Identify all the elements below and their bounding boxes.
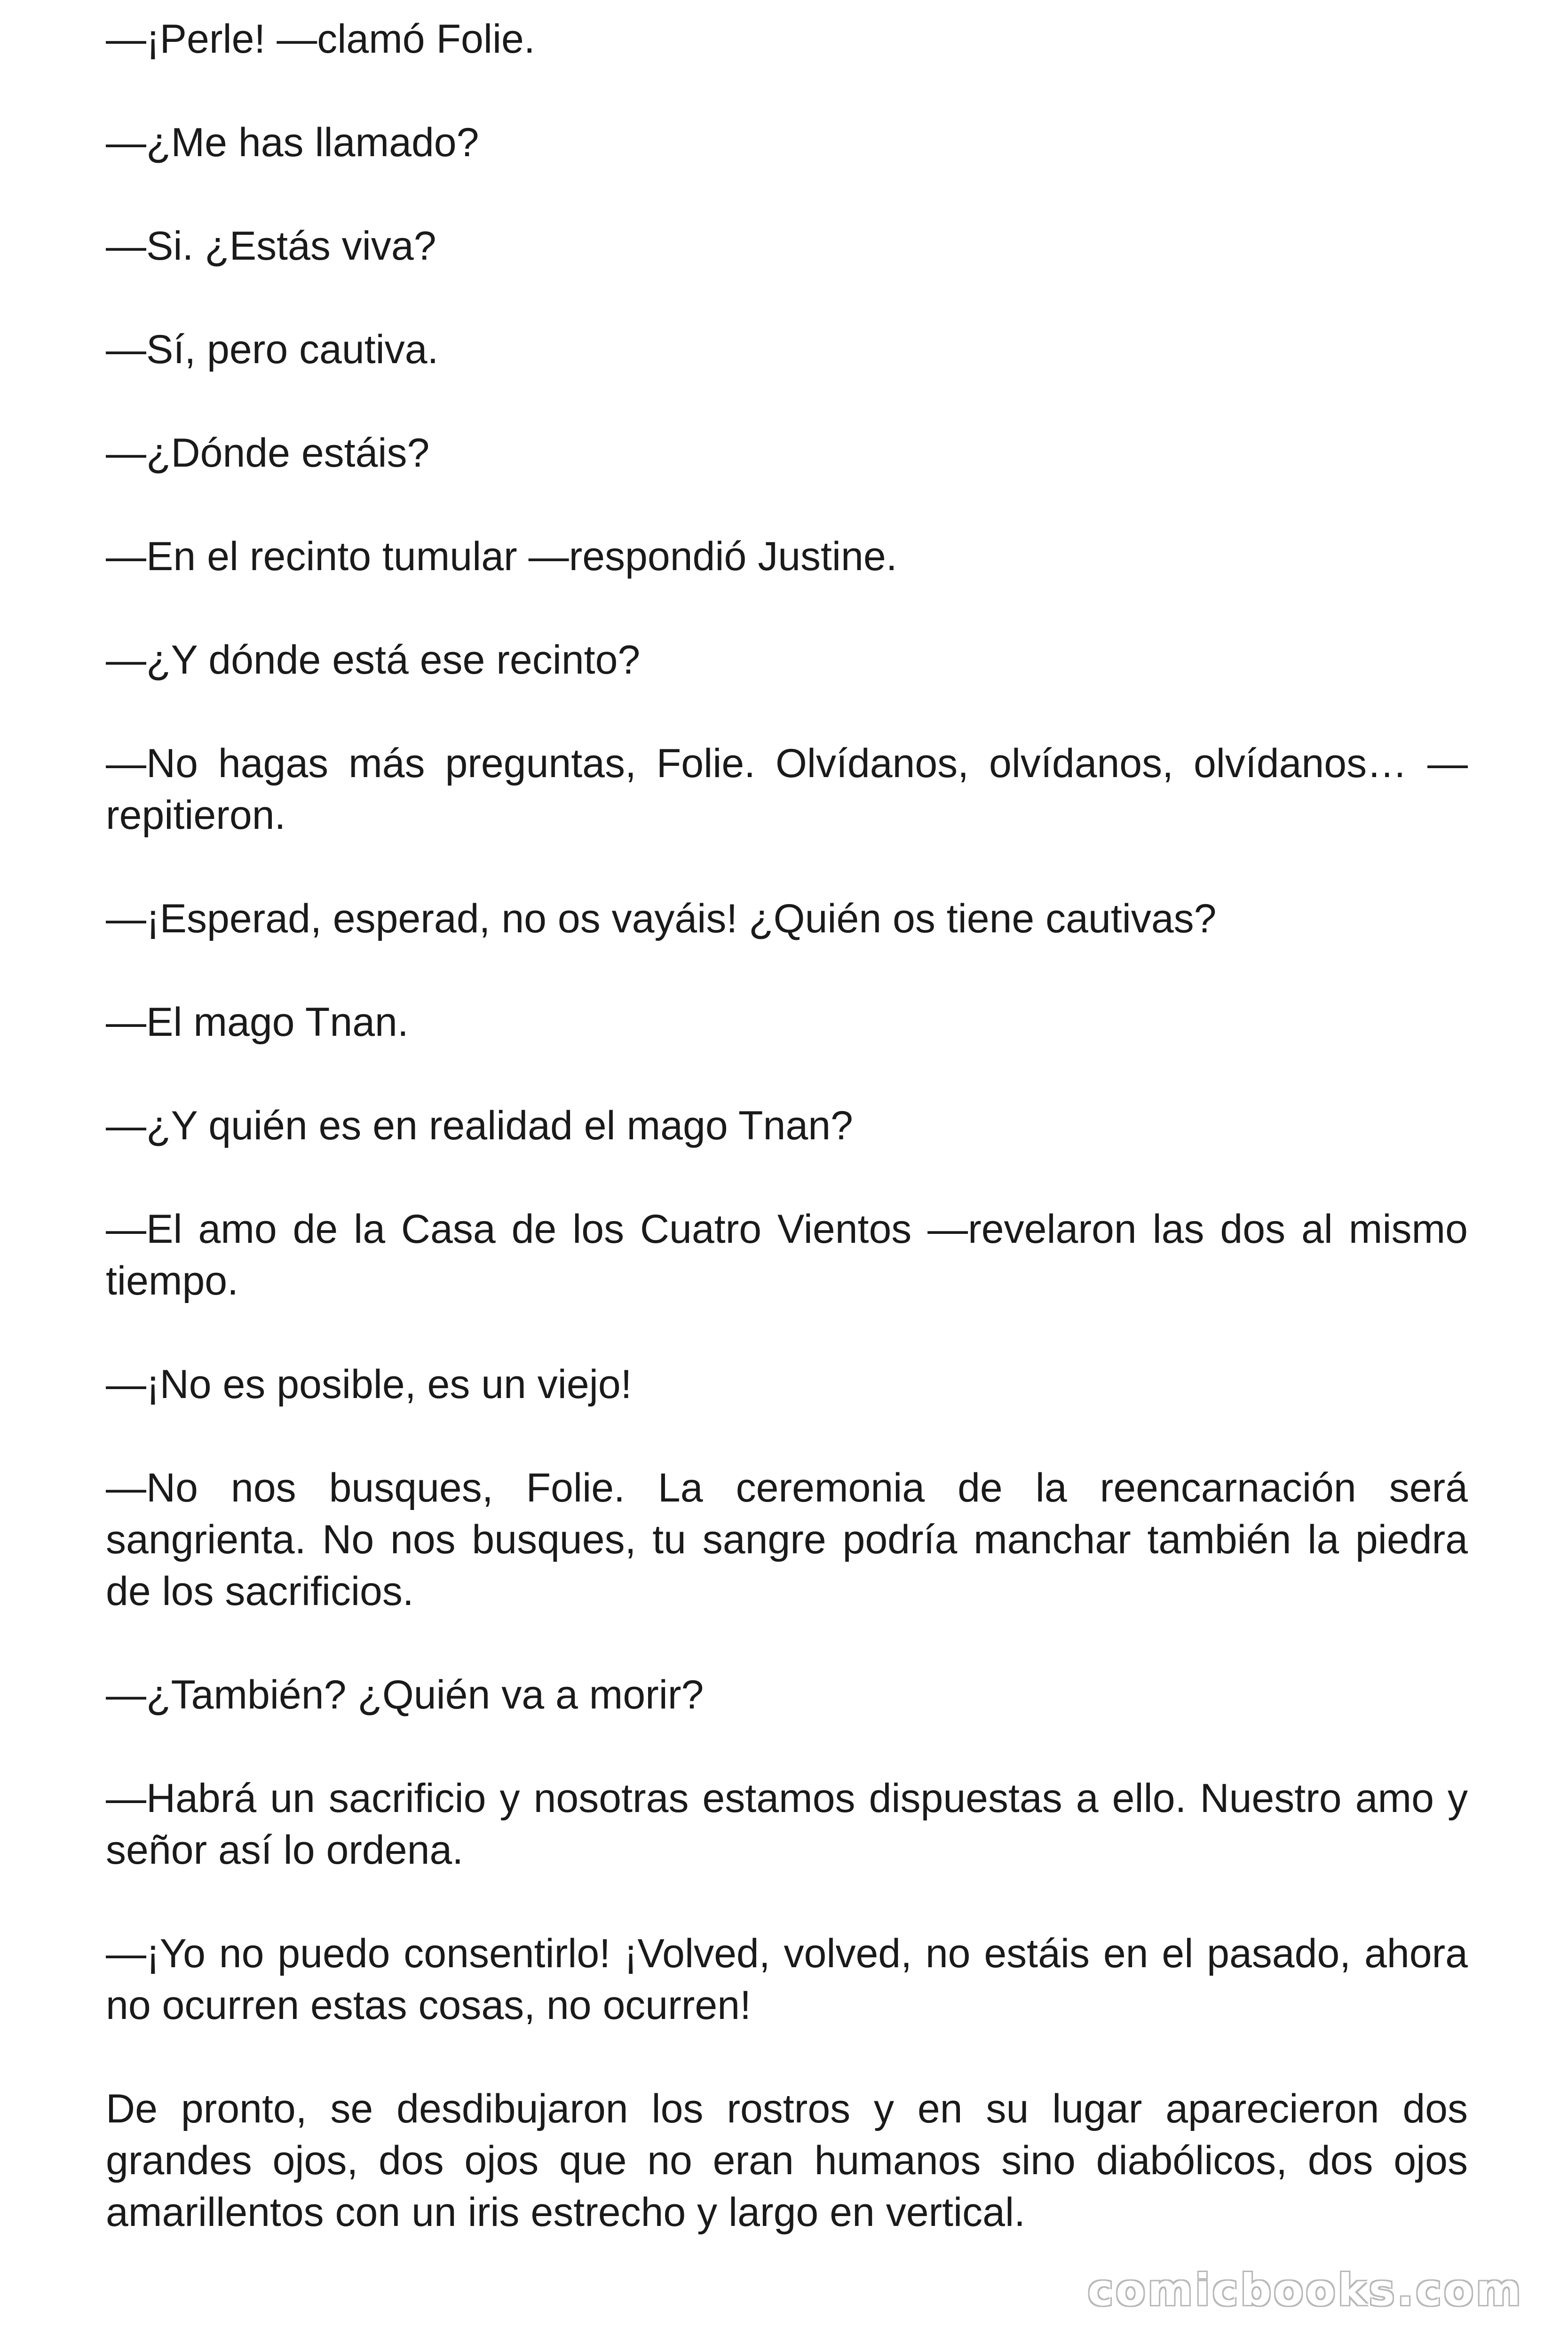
paragraph: —El mago Tnan. [106, 1000, 409, 1045]
watermark-logo: comicbooks.com [1087, 2265, 1523, 2315]
paragraph: —No hagas más preguntas, Folie. Olvídanos, olvídanos, olvídanos… —repitieron. [106, 741, 1468, 838]
paragraph: De pronto, se desdibujaron los rostros y en su lugar aparecieron dos grandes ojos, dos ojos que no eran humanos sino diabólicos, dos ojos amarillentos con un iris estrecho y largo en vertical. [106, 2086, 1468, 2235]
paragraph: —Si. ¿Estás viva? [106, 223, 436, 269]
paragraph: —¡No es posible, es un viejo! [106, 1362, 632, 1407]
paragraph: —¿También? ¿Quién va a morir? [106, 1672, 704, 1717]
page-text [106, 13, 1468, 2290]
paragraph: —El amo de la Casa de los Cuatro Vientos —revelaron las dos al mismo tiempo. [106, 1207, 1468, 1303]
paragraph: —En el recinto tumular —respondió Justine. [106, 534, 897, 579]
paragraph: —¿Dónde estáis? [106, 430, 430, 476]
paragraph: —No nos busques, Folie. La ceremonia de la reencarnación será sangrienta. No nos busques, tu sangre podría manchar también la piedra de los sacrificios. [106, 1465, 1468, 1614]
paragraph: —Sí, pero cautiva. [106, 327, 439, 372]
paragraph: —¿Y dónde está ese recinto? [106, 637, 641, 683]
paragraph: —¡Perle! —clamó Folie. [106, 16, 535, 62]
paragraph: —¿Me has llamado? [106, 120, 479, 165]
paragraph: —Habrá un sacrificio y nosotras estamos dispuestas a ello. Nuestro amo y señor así lo ordena. [106, 1776, 1468, 1873]
paragraph: —¡Yo no puedo consentirlo! ¡Volved, volved, no estáis en el pasado, ahora no ocurren estas cosas, no ocurren! [106, 1931, 1468, 2028]
paragraph: —¡Esperad, esperad, no os vayáis! ¿Quién os tiene cautivas? [106, 896, 1217, 941]
paragraph: —¿Y quién es en realidad el mago Tnan? [106, 1103, 853, 1148]
